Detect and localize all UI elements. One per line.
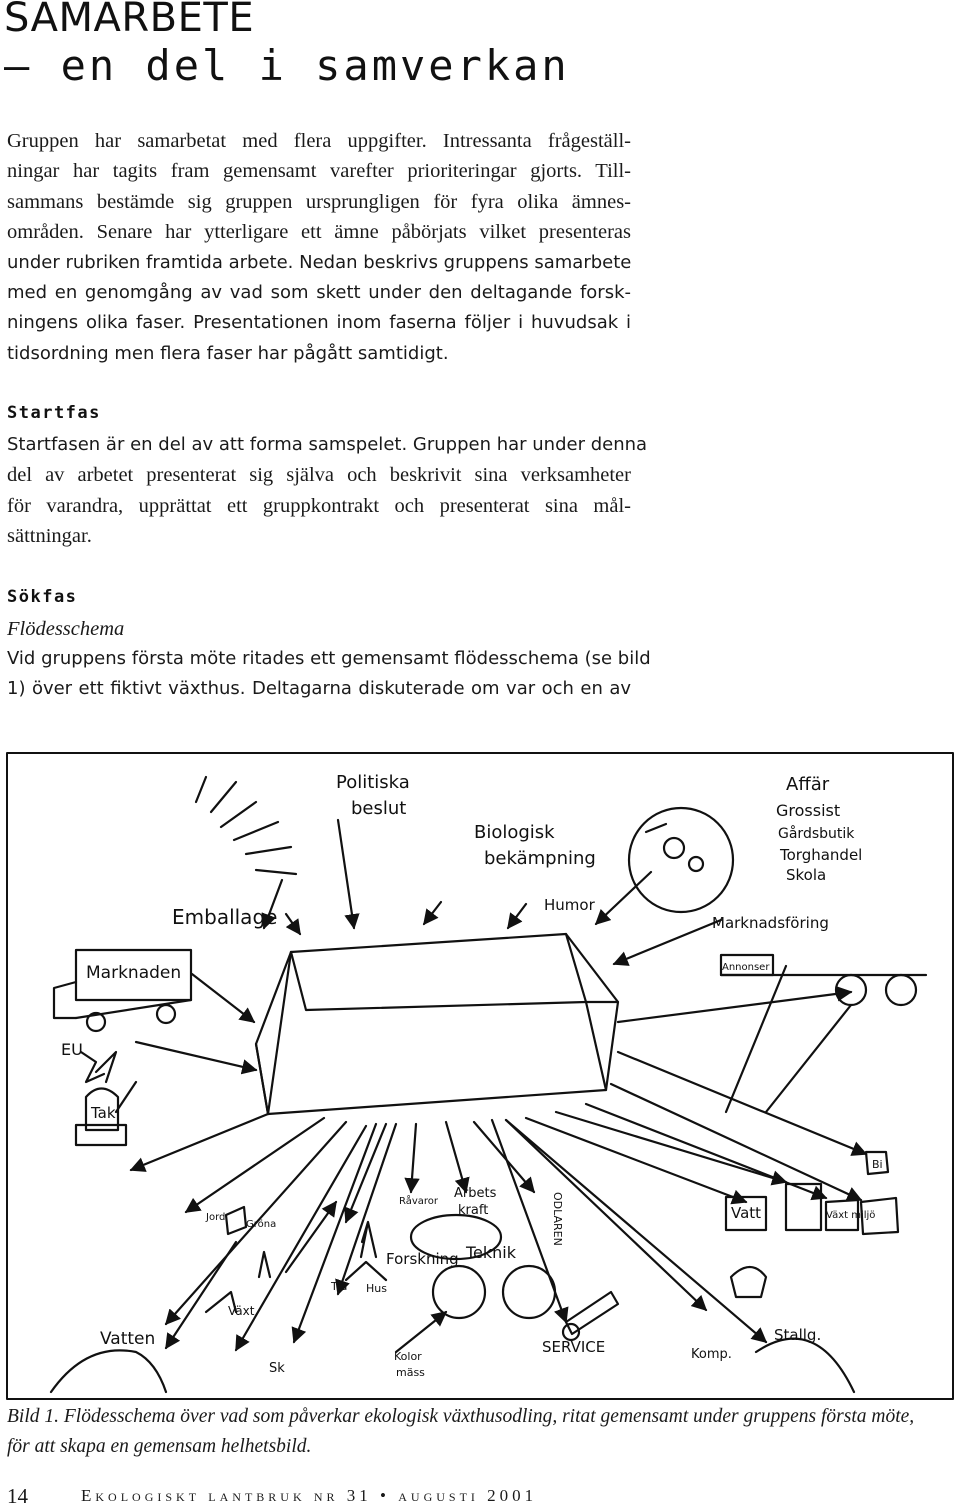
- intro-line: tidsordning men flera faser har pågått samtidigt.: [7, 342, 449, 364]
- label-bi: Bi: [872, 1158, 883, 1171]
- label-sk: Sk: [269, 1361, 285, 1376]
- label-odlaren: ODLAREN: [551, 1192, 564, 1246]
- intro-line: med en genomgång av vad som skett under den deltagande forsk-: [7, 281, 631, 303]
- sokfas-line: Vid gruppens första möte ritades ett gemensamt flödesschema (se bild: [7, 648, 651, 669]
- flowchart-arrows: [131, 820, 866, 1352]
- label-vatt: Vatt: [731, 1204, 762, 1222]
- label-komp: Komp.: [691, 1347, 732, 1362]
- startfas-line: del av arbetet presenterat sig själva och beskrivit sina verksamheter: [7, 464, 631, 487]
- label-vatten: Vatten: [100, 1329, 156, 1349]
- label-forskning: Forskning: [386, 1250, 459, 1268]
- label-emballage: Emballage: [172, 905, 278, 929]
- label-vaxt: Växt: [228, 1304, 255, 1318]
- label-kolor: Kolor: [394, 1350, 422, 1363]
- figure-caption: [7, 1402, 951, 1462]
- caption-line: för att skapa en gemensam helhetsbild.: [7, 1436, 312, 1457]
- startfas-line: Startfasen är en del av att forma samspelet. Gruppen har under denna: [7, 434, 648, 455]
- intro-line: områden. Senare har ytterligare ett ämne påbörjats vilket presenteras: [7, 221, 631, 244]
- sokfas-paragraph: [7, 644, 651, 705]
- label-torghandel: Torghandel: [780, 846, 863, 864]
- label-arbets: Arbets: [454, 1186, 497, 1201]
- label-marknadsforing: Marknadsföring: [712, 914, 829, 932]
- page-subtitle: – en del i samverkan: [4, 41, 570, 90]
- startfas-line: sättningar.: [7, 525, 92, 548]
- intro-line: sammans bestämde sig gruppen ursprungligen för fyra olika ämnes-: [7, 190, 631, 213]
- label-bekampning: bekämpning: [484, 848, 596, 869]
- page-number: 14: [7, 1484, 28, 1508]
- greenhouse-drawing: [256, 934, 618, 1114]
- label-tra: Trä: [331, 1280, 348, 1293]
- sun-doodle: [196, 777, 296, 874]
- label-beslut: beslut: [351, 798, 407, 819]
- label-grossist: Grossist: [776, 801, 841, 820]
- marketing-sign-drawing: [721, 955, 926, 1112]
- label-teknik: Teknik: [466, 1243, 517, 1262]
- caption-line: Bild 1. Flödesschema över vad som påverkar ekologisk växthusodling, ritat gemensamt under gruppens första möte,: [7, 1406, 915, 1427]
- label-ravaror: Råvaror: [399, 1196, 439, 1207]
- label-jord: Jord: [206, 1212, 226, 1223]
- label-eu: EU: [61, 1040, 83, 1059]
- page-title: SAMARBETE: [4, 0, 255, 41]
- label-hus: Hus: [366, 1282, 387, 1295]
- label-service: SERVICE: [542, 1338, 606, 1356]
- intro-line: Gruppen har samarbetat med flera uppgifter. Intressanta frågeställ-: [7, 130, 631, 152]
- label-stallg: Stallg.: [774, 1326, 822, 1344]
- intro-line: under rubriken framtida arbete. Nedan beskrivs gruppens samarbete: [7, 251, 632, 273]
- label-biologisk: Biologisk: [474, 822, 555, 843]
- store-globe-drawing: [629, 808, 733, 912]
- flowchart-drawing: [6, 752, 954, 1400]
- sokfas-subheading: Flödesschema: [7, 618, 125, 640]
- label-affar: Affär: [786, 774, 830, 795]
- label-marknaden: Marknaden: [86, 963, 182, 983]
- startfas-paragraph: [7, 430, 648, 552]
- intro-line: ningens olika faser. Presentationen inom faserna följer i huvudsak i: [7, 312, 631, 334]
- label-skola: Skola: [786, 866, 827, 884]
- label-tak: Tak: [91, 1104, 116, 1122]
- startfas-line: för varandra, upprättat ett gruppkontrakt och presenterat sina mål-: [7, 494, 631, 517]
- label-politiska: Politiska: [336, 772, 410, 793]
- label-mass: mäss: [396, 1366, 425, 1379]
- intro-line: ningar har tagits fram gemensamt varefter prioriteringar gjorts. Till-: [7, 160, 631, 183]
- label-kraft: kraft: [458, 1203, 489, 1218]
- page-footer: [7, 1484, 957, 1510]
- label-gardsbutik: Gårdsbutik: [778, 826, 855, 842]
- flowchart-labels: [61, 772, 883, 1379]
- flowchart-figure: [0, 740, 960, 1400]
- sokfas-heading: Sökfas: [7, 587, 78, 607]
- journal-name: Ekologiskt lantbruk nr 31 • augusti 2001: [81, 1486, 538, 1505]
- startfas-heading: Startfas: [7, 403, 101, 423]
- sokfas-line: 1) över ett fiktivt växthus. Deltagarna diskuterade om var och en av: [7, 678, 631, 700]
- label-grona: Gröna: [246, 1219, 277, 1230]
- label-annons: Annonser: [722, 962, 770, 973]
- label-humor: Humor: [544, 896, 595, 914]
- label-vaxtmiljo: Växt miljö: [826, 1210, 876, 1221]
- intro-paragraph: [7, 126, 631, 369]
